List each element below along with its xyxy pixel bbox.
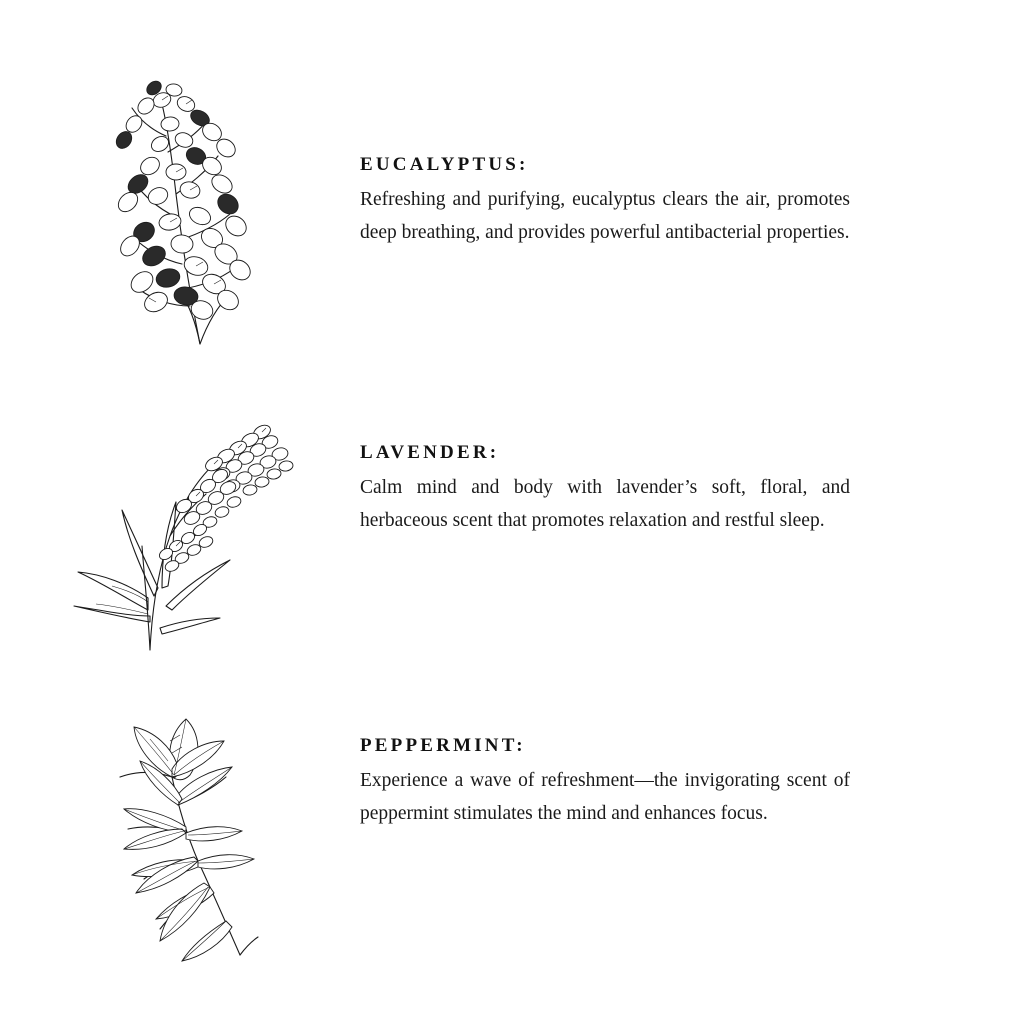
eucalyptus-description: Refreshing and purifying, eucalyptus clears the air, promotes deep breathing, and provides powerful antibacterial properties.: [360, 188, 850, 244]
eucalyptus-branch-icon: [0, 44, 360, 364]
lavender-text-block: [360, 360, 850, 538]
ingredient-entry-peppermint: [0, 655, 1024, 975]
peppermint-sprig-icon: [0, 655, 360, 975]
ingredient-entry-lavender: [0, 360, 1024, 660]
lavender-description: Calm mind and body with lavender’s soft, floral, and herbaceous scent that promotes relaxation and restful sleep.: [360, 476, 850, 532]
lavender-sprig-icon: [0, 360, 360, 660]
peppermint-text-block: [360, 655, 850, 831]
eucalyptus-title: EUCALYPTUS:: [360, 154, 529, 175]
peppermint-description: Experience a wave of refreshment—the invigorating scent of peppermint stimulates the mind and enhances focus.: [360, 769, 850, 825]
eucalyptus-text-block: [360, 44, 850, 250]
ingredient-entry-eucalyptus: [0, 44, 1024, 364]
lavender-title: LAVENDER:: [360, 442, 500, 463]
peppermint-title: PEPPERMINT:: [360, 735, 526, 756]
